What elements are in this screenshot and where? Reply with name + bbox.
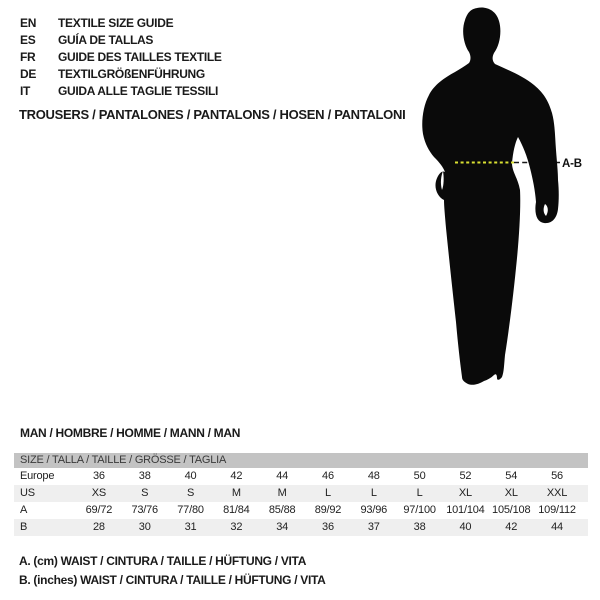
size-cell: 77/80 — [177, 504, 204, 516]
size-cell: 38 — [413, 521, 426, 533]
language-row — [20, 49, 222, 66]
footnote-b: B. (inches) WAIST / CINTURA / TAILLE / HÜFTUNG / VITA — [19, 572, 326, 587]
size-cell: 44 — [276, 470, 289, 482]
size-cell: 40 — [184, 470, 197, 482]
size-cell: 34 — [276, 521, 289, 533]
size-cell: 81/84 — [223, 504, 250, 516]
size-cell: XL — [458, 487, 472, 499]
size-cell: 44 — [551, 521, 563, 533]
size-cell: 31 — [184, 521, 197, 533]
size-cell: L — [325, 487, 331, 499]
size-cell: 54 — [505, 470, 518, 482]
language-label: GUIDE DES TAILLES TEXTILE — [58, 50, 222, 64]
row-label: US — [20, 487, 35, 499]
size-cell: 101/104 — [446, 504, 485, 516]
language-label: TEXTILGRÖßENFÜHRUNG — [58, 67, 205, 81]
size-cell: M — [231, 487, 241, 499]
size-cell: S — [141, 487, 149, 499]
size-cell: XL — [504, 487, 518, 499]
language-label: TEXTILE SIZE GUIDE — [58, 16, 174, 30]
language-row — [20, 32, 222, 49]
section-heading: MAN / HOMBRE / HOMME / MANN / MAN — [20, 426, 241, 440]
row-label: Europe — [20, 470, 55, 482]
size-cell: L — [370, 487, 377, 499]
size-cell: 36 — [92, 470, 105, 482]
size-cell: 46 — [322, 470, 334, 482]
size-cell: 69/72 — [85, 504, 113, 516]
size-cell: 89/92 — [314, 504, 342, 516]
size-cell: M — [277, 487, 287, 499]
size-cell: L — [416, 487, 423, 499]
language-code: IT — [20, 84, 31, 98]
size-cell: 30 — [138, 521, 151, 533]
row-label: B — [20, 521, 28, 533]
footnote-a: A. (cm) WAIST / CINTURA / TAILLE / HÜFTUNG / VITA — [19, 554, 307, 568]
garment-heading: TROUSERS / PANTALONES / PANTALONS / HOSEN / PANTALONI — [19, 107, 406, 122]
size-cell: 38 — [138, 470, 151, 482]
language-code: DE — [20, 67, 37, 81]
size-cell: 42 — [230, 470, 243, 482]
size-cell: 48 — [367, 470, 380, 482]
size-table-header: SIZE / TALLA / TAILLE / GRÖSSE / TAGLIA — [14, 453, 588, 468]
size-cell: 40 — [459, 521, 472, 533]
language-guide-list — [20, 15, 222, 100]
size-cell: 50 — [413, 470, 426, 482]
size-cell: 105/108 — [492, 504, 531, 516]
table-row-us — [14, 485, 588, 502]
size-cell: 37 — [367, 521, 380, 533]
language-row — [20, 66, 222, 83]
size-cell: XS — [91, 487, 107, 499]
size-cell: 42 — [505, 521, 518, 533]
size-cell: 109/112 — [538, 504, 576, 516]
language-row — [20, 83, 222, 100]
measure-label: A-B — [562, 158, 582, 170]
size-cell: S — [186, 487, 195, 499]
footnotes — [19, 552, 326, 589]
man-silhouette-figure — [390, 0, 600, 420]
size-cell: 73/76 — [131, 504, 158, 516]
man-silhouette-path — [422, 8, 559, 385]
size-cell: 56 — [551, 470, 563, 482]
size-cell: 52 — [459, 470, 472, 482]
language-row — [20, 15, 222, 32]
size-cell: 36 — [322, 521, 334, 533]
language-label: GUIDA ALLE TAGLIE TESSILI — [58, 84, 219, 98]
table-row-europe — [14, 468, 588, 485]
row-label: A — [20, 504, 28, 516]
size-cell: XXL — [546, 487, 568, 499]
table-row-b-inches — [14, 519, 588, 536]
size-cell: 85/88 — [268, 504, 296, 516]
language-code: ES — [20, 33, 36, 47]
language-label: GUÍA DE TALLAS — [58, 33, 154, 47]
size-cell: 97/100 — [403, 504, 436, 516]
table-row-a-cm — [14, 502, 588, 519]
size-table — [14, 453, 588, 536]
language-code: FR — [20, 50, 36, 64]
size-cell: 32 — [230, 521, 243, 533]
language-code: EN — [20, 16, 37, 30]
size-cell: 93/96 — [360, 504, 388, 516]
size-cell: 28 — [92, 521, 105, 533]
